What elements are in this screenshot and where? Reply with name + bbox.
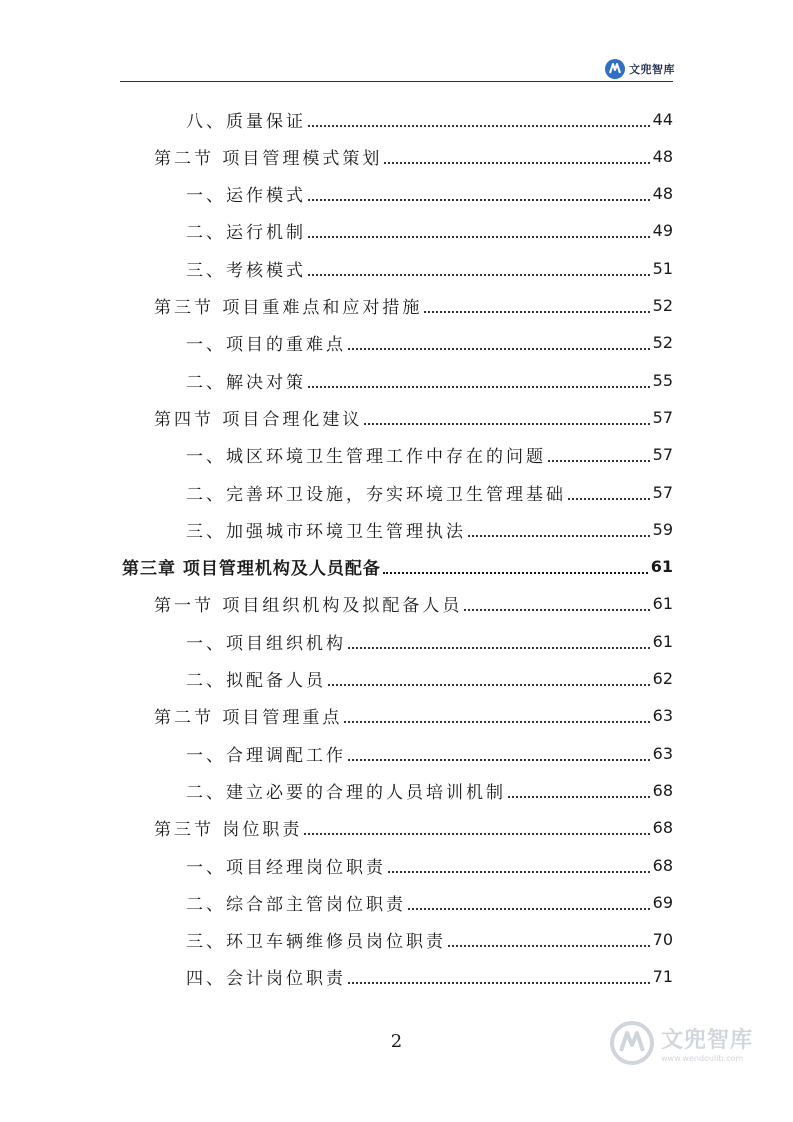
toc-entry-page: 57 bbox=[652, 407, 673, 427]
toc-dot-leader bbox=[364, 422, 649, 425]
toc-entry-page: 62 bbox=[652, 669, 673, 688]
toc-entry-title: 第二节 项目管理模式策划 bbox=[154, 148, 383, 169]
toc-entry-page: 48 bbox=[652, 146, 673, 166]
toc-entry-title: 一、项目组织机构 bbox=[186, 633, 346, 654]
toc-entry-page: 69 bbox=[652, 892, 673, 912]
toc-entry-title: 第二节 项目管理重点 bbox=[154, 708, 343, 729]
toc-dot-leader bbox=[468, 534, 650, 537]
toc-entry-page: 49 bbox=[652, 221, 673, 241]
toc-entry-page: 44 bbox=[652, 109, 673, 129]
toc-entry-item[interactable] bbox=[186, 249, 673, 287]
toc-entry-title: 八、质量保证 bbox=[186, 111, 306, 132]
page-number: 2 bbox=[390, 1031, 403, 1052]
toc-entry-title: 一、城区环境卫生管理工作中存在的问题 bbox=[186, 447, 546, 468]
header-rule bbox=[120, 81, 673, 82]
toc-dot-leader bbox=[384, 161, 649, 164]
toc-entry-item[interactable] bbox=[186, 771, 673, 809]
toc-entry-section[interactable] bbox=[154, 585, 673, 623]
toc-entry-title: 二、运行机制 bbox=[186, 223, 306, 244]
watermark-name: 文兜智库 bbox=[660, 1028, 753, 1053]
toc-dot-leader bbox=[383, 571, 648, 574]
toc-dot-leader bbox=[344, 720, 649, 723]
toc-entry-item[interactable] bbox=[186, 921, 673, 959]
toc-entry-section[interactable] bbox=[154, 137, 673, 175]
toc-entry-section[interactable] bbox=[154, 809, 673, 847]
toc-dot-leader bbox=[328, 683, 650, 686]
toc-dot-leader bbox=[308, 273, 650, 276]
toc-dot-leader bbox=[308, 385, 650, 388]
toc-entry-page: 68 bbox=[652, 855, 673, 875]
brand-name: 文兜智库 bbox=[629, 63, 675, 76]
toc-entry-page: 63 bbox=[652, 743, 673, 763]
toc-entry-title: 第四节 项目合理化建议 bbox=[154, 409, 363, 430]
toc-dot-leader bbox=[568, 497, 650, 500]
toc-entry-page: 63 bbox=[652, 706, 673, 726]
toc-dot-leader bbox=[548, 459, 650, 462]
toc-entry-page: 52 bbox=[652, 333, 673, 353]
toc-entry-item[interactable] bbox=[186, 212, 673, 250]
toc-entry-title: 一、运作模式 bbox=[186, 186, 306, 207]
toc-entry-title: 第一节 项目组织机构及拟配备人员 bbox=[154, 596, 463, 617]
watermark-logo-icon bbox=[609, 1020, 655, 1066]
header-brand bbox=[604, 58, 675, 80]
toc-entry-item[interactable] bbox=[186, 510, 673, 548]
toc-entry-title: 二、拟配备人员 bbox=[186, 671, 326, 691]
toc-entry-title: 三、环卫车辆维修员岗位职责 bbox=[186, 932, 446, 953]
toc-dot-leader bbox=[348, 646, 650, 649]
toc-dot-leader bbox=[308, 198, 650, 201]
toc-entry-item[interactable] bbox=[186, 734, 673, 772]
toc-entry-page: 48 bbox=[652, 184, 673, 204]
toc-entry-title: 一、项目经理岗位职责 bbox=[186, 857, 386, 878]
toc-entry-title: 一、合理调配工作 bbox=[186, 745, 346, 766]
toc-entry-page: 61 bbox=[652, 594, 673, 614]
toc-dot-leader bbox=[348, 347, 650, 350]
toc-entry-item[interactable] bbox=[186, 324, 673, 362]
toc-dot-leader bbox=[308, 235, 650, 238]
toc-entry-title: 二、解决对策 bbox=[186, 372, 306, 393]
toc-entry-item[interactable] bbox=[186, 473, 673, 511]
toc-entry-page: 55 bbox=[652, 370, 673, 390]
toc-entry-item[interactable] bbox=[186, 846, 673, 884]
toc-entry-section[interactable] bbox=[154, 398, 673, 436]
toc-entry-page: 68 bbox=[652, 780, 673, 800]
toc-entry-page: 71 bbox=[652, 967, 673, 987]
toc-entry-item[interactable] bbox=[186, 883, 673, 921]
toc-dot-leader bbox=[448, 944, 650, 947]
toc-dot-leader bbox=[464, 608, 649, 611]
toc-entry-item[interactable] bbox=[186, 175, 673, 213]
toc-entry-title: 四、会计岗位职责 bbox=[186, 969, 346, 990]
toc-dot-leader bbox=[308, 124, 650, 127]
toc-entry-page: 68 bbox=[652, 818, 673, 838]
toc-entry-item[interactable] bbox=[186, 361, 673, 399]
toc-entry-title: 二、综合部主管岗位职责 bbox=[186, 894, 406, 915]
toc-entry-title: 二、完善环卫设施，夯实环境卫生管理基础 bbox=[186, 484, 566, 505]
toc-entry-title: 三、考核模式 bbox=[186, 260, 306, 281]
toc-dot-leader bbox=[508, 795, 650, 798]
toc-entry-title: 一、项目的重难点 bbox=[186, 335, 346, 356]
toc-entry-page: 61 bbox=[652, 631, 673, 651]
brand-logo-icon bbox=[604, 58, 626, 80]
toc-dot-leader bbox=[348, 758, 650, 761]
toc-dot-leader bbox=[304, 832, 649, 835]
watermark-url: www.wendoulib.com bbox=[660, 1054, 744, 1063]
toc-entry-title: 三、加强城市环境卫生管理执法 bbox=[186, 521, 466, 542]
watermark bbox=[609, 1020, 753, 1066]
toc-entry-page: 59 bbox=[652, 519, 673, 539]
toc-entry-page: 70 bbox=[652, 930, 673, 950]
toc-dot-leader bbox=[424, 310, 649, 313]
toc-entry-section[interactable] bbox=[154, 287, 673, 325]
toc-dot-leader bbox=[408, 907, 650, 910]
toc-entry-title: 第三节 岗位职责 bbox=[154, 820, 303, 841]
toc-entry-item[interactable] bbox=[186, 622, 673, 660]
toc-dot-leader bbox=[348, 981, 650, 984]
toc-entry-item[interactable] bbox=[186, 660, 673, 698]
toc-entry-title: 二、建立必要的合理的人员培训机制 bbox=[186, 782, 506, 803]
toc-entry-item[interactable] bbox=[186, 958, 673, 996]
toc-entry-page: 57 bbox=[652, 445, 673, 465]
toc-entry-page: 52 bbox=[652, 296, 673, 315]
toc-entry-page: 51 bbox=[652, 258, 673, 278]
toc-entry-title: 第三章 项目管理机构及人员配备 bbox=[122, 559, 381, 580]
toc-entry-section[interactable] bbox=[154, 697, 673, 735]
toc-dot-leader bbox=[388, 870, 650, 873]
toc-entry-page: 57 bbox=[652, 482, 673, 502]
toc-entry-item[interactable] bbox=[186, 436, 673, 474]
toc-entry-title: 第三节 项目重难点和应对措施 bbox=[154, 298, 423, 318]
toc-entry-chapter[interactable] bbox=[122, 548, 673, 586]
toc-entry-page: 61 bbox=[650, 557, 673, 577]
toc-entry-item[interactable] bbox=[186, 100, 673, 138]
